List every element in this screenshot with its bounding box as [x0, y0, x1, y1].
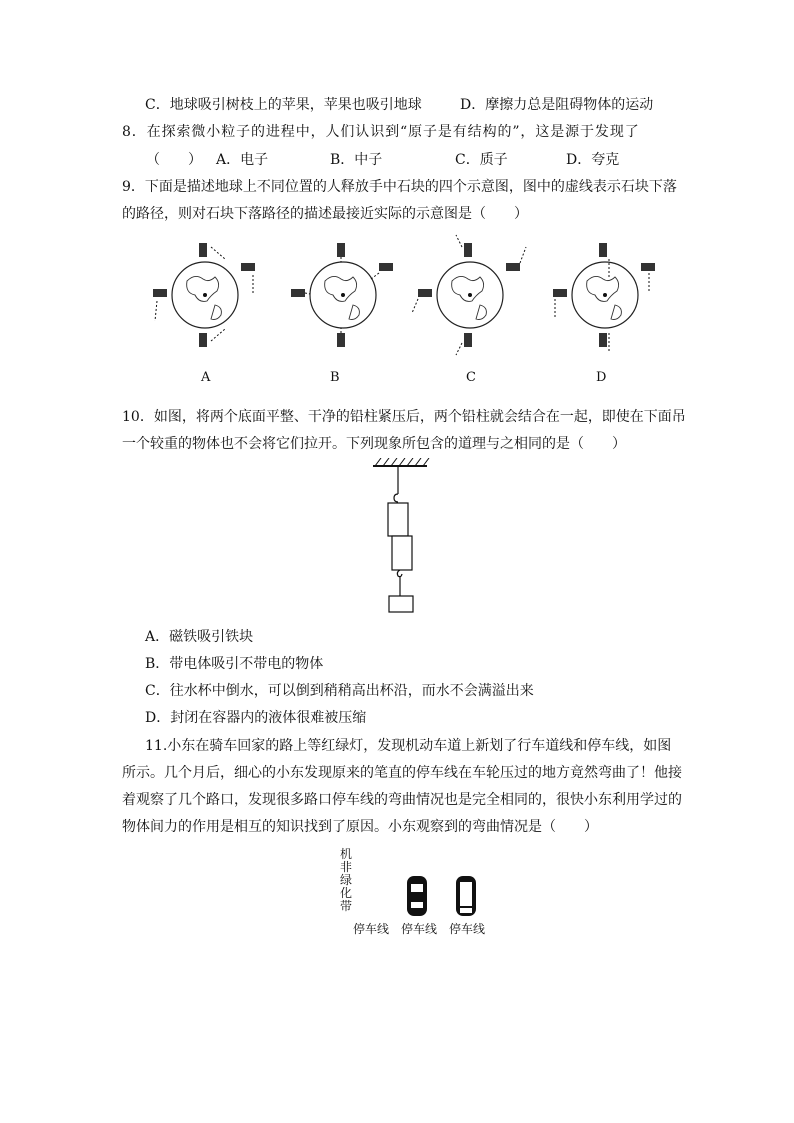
q10-stem-line1: 10．如图，将两个底面平整、干净的铅柱紧压后，两个铅柱就会结合在一起，即使在下面吊 — [122, 409, 686, 425]
q8-option-c: C．质子 — [455, 152, 508, 168]
q10-stem-line2: 一个较重的物体也不会将它们拉开。下列现象所包含的道理与之相同的是（ ） — [122, 436, 626, 452]
q10-option-b: B．带电体吸引不带电的物体 — [145, 656, 324, 672]
globe-diagram-a — [145, 233, 265, 358]
q9-figure-a — [145, 233, 265, 358]
q11-stem-line1: 11.小东在骑车回家的路上等红绿灯，发现机动车道上新划了行车道线和停车线，如图 — [145, 738, 672, 754]
q9-stem-line1: 9．下面是描述地球上不同位置的人释放手中石块的四个示意图，图中的虚线表示石块下落 — [122, 179, 677, 195]
q10-lead-cylinders-figure — [365, 458, 435, 618]
globe-diagram-d — [545, 233, 665, 358]
q11-stem-line4: 物体间力的作用是相互的知识找到了原因。小东观察到的弯曲情况是（ ） — [122, 819, 598, 835]
q9-label-b: B — [330, 370, 340, 385]
globe-diagram-b — [283, 233, 403, 358]
q8-option-d: D．夸克 — [566, 152, 620, 168]
q9-figure-d — [545, 233, 665, 358]
q10-option-c: C．往水杯中倒水，可以倒到稍稍高出杯沿，而水不会满溢出来 — [145, 683, 534, 699]
q11-side-label-green-belt: 机非绿化带 — [340, 847, 353, 913]
q9-label-d: D — [596, 370, 607, 385]
q10-option-a: A．磁铁吸引铁块 — [145, 629, 254, 645]
q11-stop-line-label-2: 停车线 — [401, 922, 438, 936]
q11-stem-line3: 着观察了几个路口，发现很多路口停车线的弯曲情况也是完全相同的，很快小东利用学过的 — [122, 792, 682, 808]
q7-option-c: C．地球吸引树枝上的苹果，苹果也吸引地球 — [145, 97, 422, 113]
q11-figure-cars — [404, 872, 484, 922]
hanging-cylinders-diagram — [365, 458, 435, 618]
q8-answer-blank: （ ） — [146, 152, 202, 168]
q7-option-d: D．摩擦力总是阻碍物体的运动 — [460, 97, 654, 113]
q9-figure-b — [283, 233, 403, 358]
q9-figure-c — [410, 233, 530, 358]
q9-label-a: A — [201, 370, 211, 385]
q11-stop-line-label-1: 停车线 — [353, 922, 390, 936]
q9-stem-line2: 的路径，则对石块下落路径的描述最接近实际的示意图是（ ） — [122, 206, 528, 222]
globe-diagram-c — [410, 233, 530, 358]
q8-stem: 8．在探索微小粒子的进程中，人们认识到“原子是有结构的”，这是源于发现了 — [122, 124, 640, 140]
q10-option-d: D．封闭在容器内的液体很难被压缩 — [145, 710, 367, 726]
q8-option-b: B．中子 — [330, 152, 383, 168]
two-cars-top-view — [404, 872, 484, 922]
q11-stem-line2: 所示。几个月后，细心的小东发现原来的笔直的停车线在车轮压过的地方竟然弯曲了！他接 — [122, 765, 682, 781]
q11-stop-line-label-3: 停车线 — [449, 922, 486, 936]
q9-label-c: C — [466, 370, 476, 385]
q8-option-a: A．电子 — [216, 152, 269, 168]
